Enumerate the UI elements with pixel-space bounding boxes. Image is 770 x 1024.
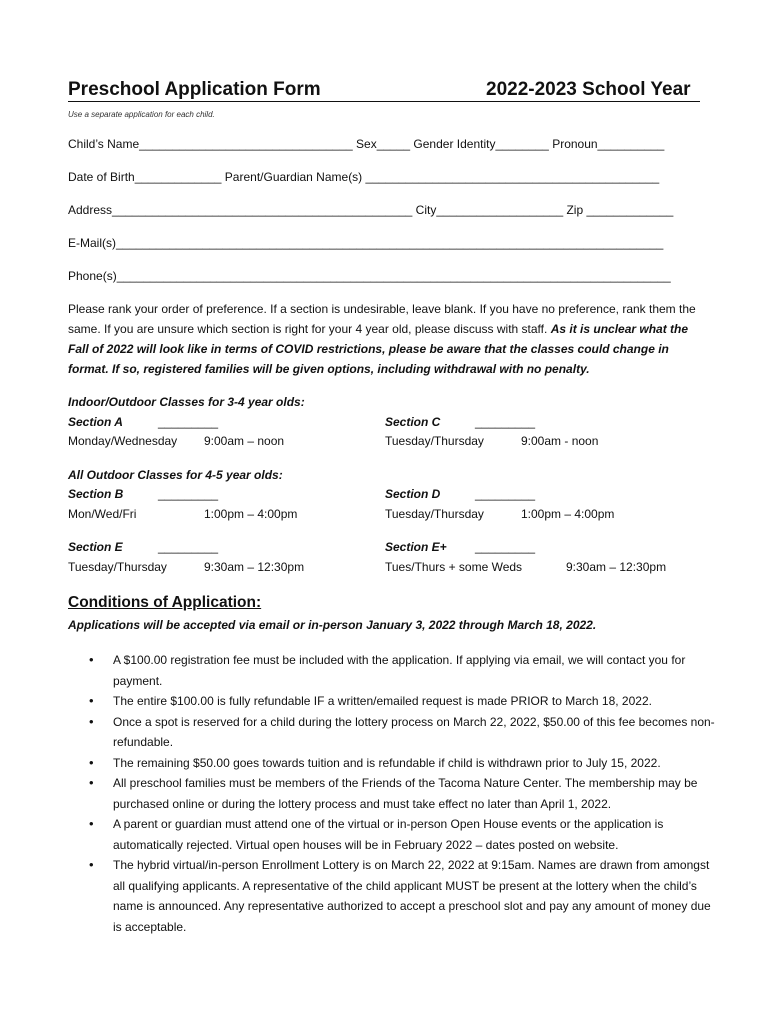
email-line[interactable]: E-Mail(s)__________________________________________________________________________________ xyxy=(68,236,664,250)
phone-line[interactable]: Phone(s)___________________________________________________________________________________ xyxy=(68,269,671,283)
indoor-outdoor-heading: Indoor/Outdoor Classes for 3-4 year olds: xyxy=(68,395,305,409)
section-b-label: Section B xyxy=(68,487,124,501)
condition-item: • A parent or guardian must attend one of the virtual or in-person Open House events or the application is automatically rejected. Virtual open houses will be in February 2022 – dates posted on website. xyxy=(86,814,716,855)
section-c-time: 9:00am - noon xyxy=(521,434,599,448)
address-line[interactable]: Address_____________________________________________ City___________________ Zip _____________ xyxy=(68,203,674,217)
section-e-rank-blank[interactable]: _________ xyxy=(158,540,219,554)
condition-item: • The remaining $50.00 goes towards tuition and is refundable if child is withdrawn prior to July 15, 2022. xyxy=(86,753,716,774)
condition-item: • The entire $100.00 is fully refundable IF a written/emailed request is made PRIOR to March 18, 2022. xyxy=(86,691,716,712)
form-title: Preschool Application Form xyxy=(68,79,321,100)
preference-text: Please rank your order of preference. If a section is undesirable, leave blank. If you have no preference, rank them the same. If you are unsure which section is right for your 4 year old, please discuss with staff. xyxy=(68,302,696,336)
section-c-days: Tuesday/Thursday xyxy=(385,434,484,448)
covid-notice: As it is unclear what the Fall of 2022 will look like in terms of COVID restrictions, please be aware that the classes could change in format. If so, registered families will be given options, including withdrawal with no penalty. xyxy=(68,322,689,376)
section-c-label: Section C xyxy=(385,415,441,429)
preference-paragraph xyxy=(68,299,708,379)
child-info-line[interactable]: Child’s Name________________________________ Sex_____ Gender Identity________ Pronoun__________ xyxy=(68,137,665,151)
section-c-rank-blank[interactable]: _________ xyxy=(475,415,536,429)
school-year: 2022-2023 School Year xyxy=(486,79,691,100)
section-a-label: Section A xyxy=(68,415,123,429)
section-a-rank-blank[interactable]: _________ xyxy=(158,415,219,429)
section-eplus-time: 9:30am – 12:30pm xyxy=(566,560,667,574)
section-eplus-label: Section E+ xyxy=(385,540,447,554)
section-a-time: 9:00am – noon xyxy=(204,434,285,448)
section-eplus-days: Tues/Thurs + some Weds xyxy=(385,560,523,574)
section-e-time: 9:30am – 12:30pm xyxy=(204,560,305,574)
section-d-time: 1:00pm – 4:00pm xyxy=(521,507,615,521)
section-eplus-rank-blank[interactable]: _________ xyxy=(475,540,536,554)
section-d-rank-blank[interactable]: _________ xyxy=(475,487,536,501)
conditions-heading: Conditions of Application: xyxy=(68,594,262,611)
condition-item: • All preschool families must be members of the Friends of the Tacoma Nature Center. The membership may be purchased online or during the lottery process and must take effect no later than April 1, 2022. xyxy=(86,773,716,814)
title-underline xyxy=(68,101,700,102)
section-a-days: Monday/Wednesday xyxy=(68,434,178,448)
section-b-rank-blank[interactable]: _________ xyxy=(158,487,219,501)
section-e-label: Section E xyxy=(68,540,123,554)
section-e-days: Tuesday/Thursday xyxy=(68,560,167,574)
section-d-days: Tuesday/Thursday xyxy=(385,507,484,521)
conditions-subheading: Applications will be accepted via email or in-person January 3, 2022 through March 18, 2022. xyxy=(68,618,597,632)
section-b-days: Mon/Wed/Fri xyxy=(68,507,137,521)
conditions-list xyxy=(86,650,716,937)
separate-application-note: Use a separate application for each child. xyxy=(68,110,215,119)
birth-parent-line[interactable]: Date of Birth_____________ Parent/Guardian Name(s) ____________________________________________ xyxy=(68,170,660,184)
condition-item: • Once a spot is reserved for a child during the lottery process on March 22, 2022, $50.00 of this fee becomes non-refundable. xyxy=(86,712,716,753)
condition-item: • The hybrid virtual/in-person Enrollment Lottery is on March 22, 2022 at 9:15am. Names are drawn from amongst all qualifying applicants. A representative of the child applicant MUST be present at the lottery when the child’s name is announced. Any representative authorized to accept a preschool slot and pay any amount of money due is acceptable. xyxy=(86,855,716,937)
condition-item: • A $100.00 registration fee must be included with the application. If applying via email, we will contact you for payment. xyxy=(86,650,716,691)
all-outdoor-heading: All Outdoor Classes for 4-5 year olds: xyxy=(68,468,283,482)
section-d-label: Section D xyxy=(385,487,441,501)
section-b-time: 1:00pm – 4:00pm xyxy=(204,507,298,521)
